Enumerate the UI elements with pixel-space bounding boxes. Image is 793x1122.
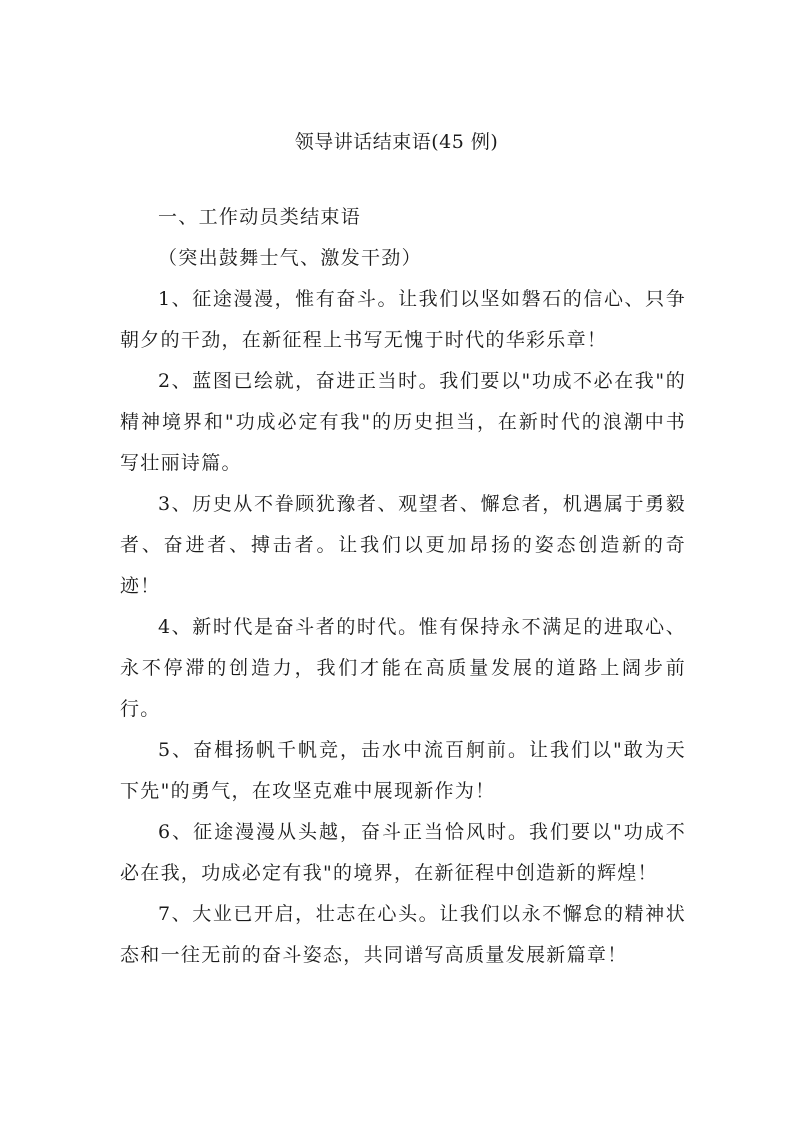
paragraph-3: 3、历史从不眷顾犹豫者、观望者、懈怠者，机遇属于勇毅者、奋进者、搏击者。让我们以更加昂扬的姿态创造新的奇迹！ [120, 493, 686, 597]
paragraph-5: 5、奋楫扬帆千帆竞，击水中流百舸前。让我们以"敢为天下先"的勇气，在攻坚克难中展现新作为！ [120, 739, 686, 802]
paragraph-4: 4、新时代是奋斗者的时代。惟有保持永不满足的进取心、永不停滞的创造力，我们才能在高质量发展的道路上阔步前行。 [120, 616, 686, 720]
paragraph-1: 1、征途漫漫，惟有奋斗。让我们以坚如磐石的信心、只争朝夕的干劲，在新征程上书写无愧于时代的华彩乐章！ [120, 288, 686, 351]
section-heading: 一、工作动员类结束语 [158, 206, 362, 228]
document-title: 领导讲话结束语(45 例) [294, 131, 499, 153]
document-body [120, 197, 686, 976]
paragraph-7: 7、大业已开启，壮志在心头。让我们以永不懈怠的精神状态和一往无前的奋斗姿态，共同谱写高质量发展新篇章！ [120, 903, 686, 966]
paragraph-2: 2、蓝图已绘就，奋进正当时。我们要以"功成不必在我"的精神境界和"功成必定有我"的历史担当，在新时代的浪潮中书写壮丽诗篇。 [120, 370, 686, 474]
section-subheading: （突出鼓舞士气、激发干劲） [158, 247, 422, 269]
paragraph-6: 6、征途漫漫从头越，奋斗正当恰风时。我们要以"功成不必在我，功成必定有我"的境界，在新征程中创造新的辉煌！ [120, 821, 686, 884]
